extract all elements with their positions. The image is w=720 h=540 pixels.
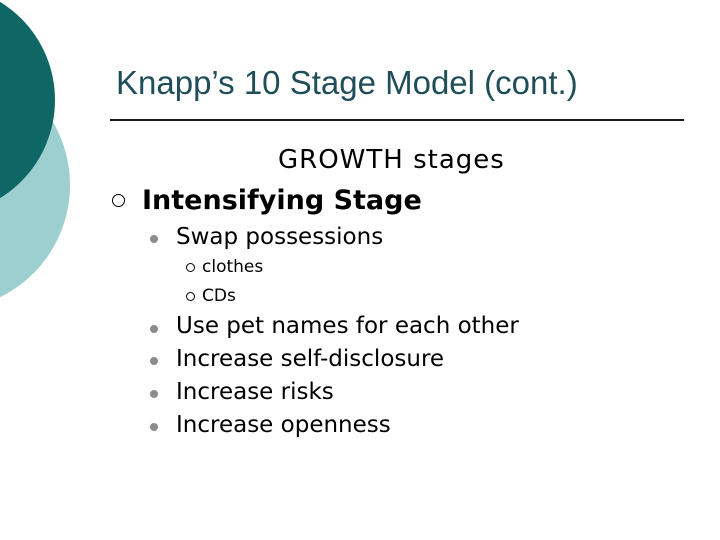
- bullet-text: Increase openness: [176, 412, 391, 438]
- gray-dot-bullet-icon: [150, 357, 158, 365]
- hollow-circle-bullet-icon: [186, 292, 195, 301]
- gray-dot-bullet-icon: [150, 423, 158, 431]
- bullet-text: Swap possessions: [176, 224, 384, 250]
- bullet-text: Increase risks: [176, 379, 334, 405]
- decorative-circles: [0, 0, 120, 300]
- hollow-circle-bullet-icon: [112, 194, 125, 207]
- gray-dot-bullet-icon: [150, 325, 158, 333]
- gray-dot-bullet-icon: [150, 390, 158, 398]
- bullet-text: Increase self-disclosure: [176, 346, 445, 372]
- heading-text: Intensifying Stage: [142, 185, 422, 216]
- slide-subtitle: GROWTH stages: [278, 145, 505, 175]
- hollow-circle-bullet-icon: [186, 263, 195, 272]
- slide-title: Knapp’s 10 Stage Model (cont.): [116, 64, 578, 101]
- sub-bullet-text: CDs: [202, 286, 236, 306]
- bullet-text: Use pet names for each other: [176, 313, 519, 339]
- sub-bullet-text: clothes: [202, 257, 264, 277]
- title-divider: [110, 119, 684, 121]
- gray-dot-bullet-icon: [150, 235, 158, 243]
